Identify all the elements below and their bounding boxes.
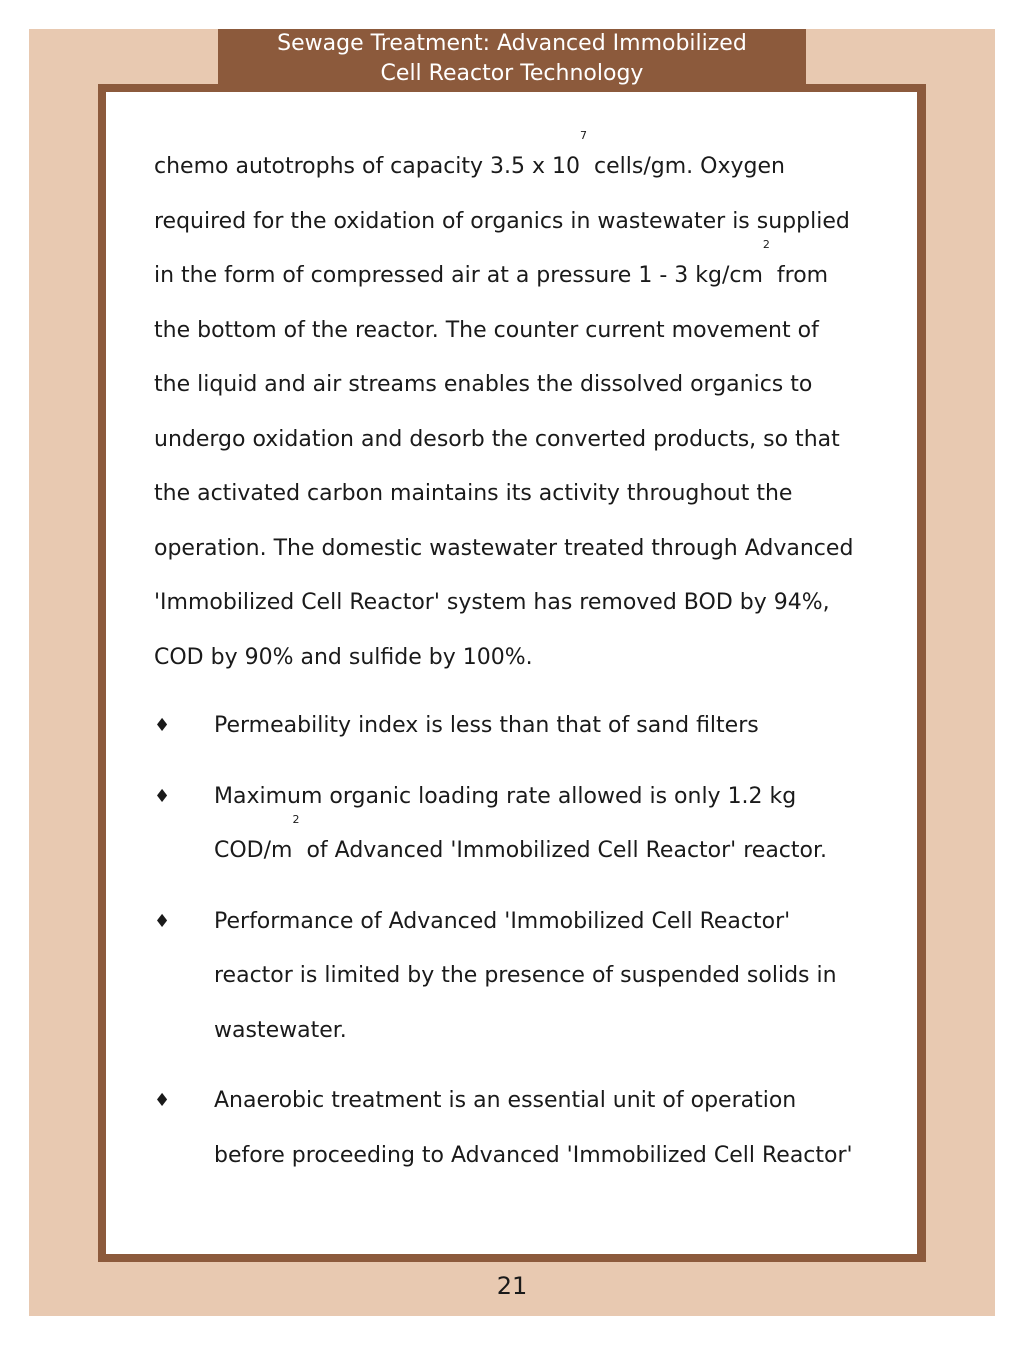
text-fragment: from [769, 263, 829, 288]
running-header [218, 29, 806, 89]
page-number: 21 [496, 1272, 528, 1300]
text-fragment: cells/gm. Oxygen [587, 154, 785, 179]
bullet-line: before proceeding to Advanced 'Immobilized Cell Reactor' [214, 1142, 853, 1168]
bullet-item [154, 770, 874, 879]
paragraph-line: the liquid and air streams enables the dissolved organics to [154, 372, 813, 397]
paragraph-line: COD by 90% and sulfide by 100%. [154, 644, 533, 670]
header-title-line-1: Sewage Treatment: Advanced Immobilized [277, 31, 747, 56]
paragraph-line: the activated carbon maintains its activity throughout the [154, 481, 793, 506]
diamond-bullet-icon: ♦ [154, 1090, 171, 1111]
header-title-line-2: Cell Reactor Technology [380, 61, 644, 86]
superscript: 2 [292, 813, 300, 826]
paragraph-line: operation. The domestic wastewater treated through Advanced [154, 535, 854, 561]
text-fragment: COD/m [214, 838, 293, 863]
bullet-line: wastewater. [214, 1017, 347, 1043]
text-fragment: chemo autotrophs of capacity 3.5 x 10 [154, 154, 581, 179]
diamond-bullet-icon: ♦ [154, 785, 171, 807]
diamond-bullet-icon: ♦ [154, 910, 171, 932]
paragraph-line: undergo oxidation and desorb the converted products, so that [154, 426, 840, 452]
bullet-item [154, 1074, 874, 1183]
diamond-bullet-icon: ♦ [154, 715, 171, 736]
superscript: 7 [580, 129, 588, 142]
bullet-line: Performance of Advanced 'Immobilized Cell Reactor' [214, 908, 791, 934]
bullet-item [154, 699, 874, 754]
text-fragment: of Advanced 'Immobilized Cell Reactor' reactor. [299, 838, 827, 863]
paragraph-line [154, 129, 874, 195]
paragraph-line [154, 238, 874, 304]
bullet-line [214, 813, 874, 879]
paragraph [154, 129, 874, 685]
body-text [154, 129, 874, 1183]
superscript: 2 [762, 238, 770, 251]
bullet-line: Permeability index is less than that of sand filters [214, 713, 759, 738]
paragraph-line: required for the oxidation of organics in wastewater is supplied [154, 208, 850, 234]
paragraph-line: 'Immobilized Cell Reactor' system has removed BOD by 94%, [154, 590, 830, 615]
bullet-line: Anaerobic treatment is an essential unit of operation [214, 1088, 797, 1113]
bullet-item [154, 895, 874, 1059]
bullet-line: Maximum organic loading rate allowed is only 1.2 kg [214, 783, 797, 809]
bullet-line: reactor is limited by the presence of suspended solids in [214, 963, 837, 988]
paragraph-line: the bottom of the reactor. The counter current movement of [154, 317, 819, 343]
text-fragment: in the form of compressed air at a pressure 1 - 3 kg/cm [154, 263, 763, 288]
